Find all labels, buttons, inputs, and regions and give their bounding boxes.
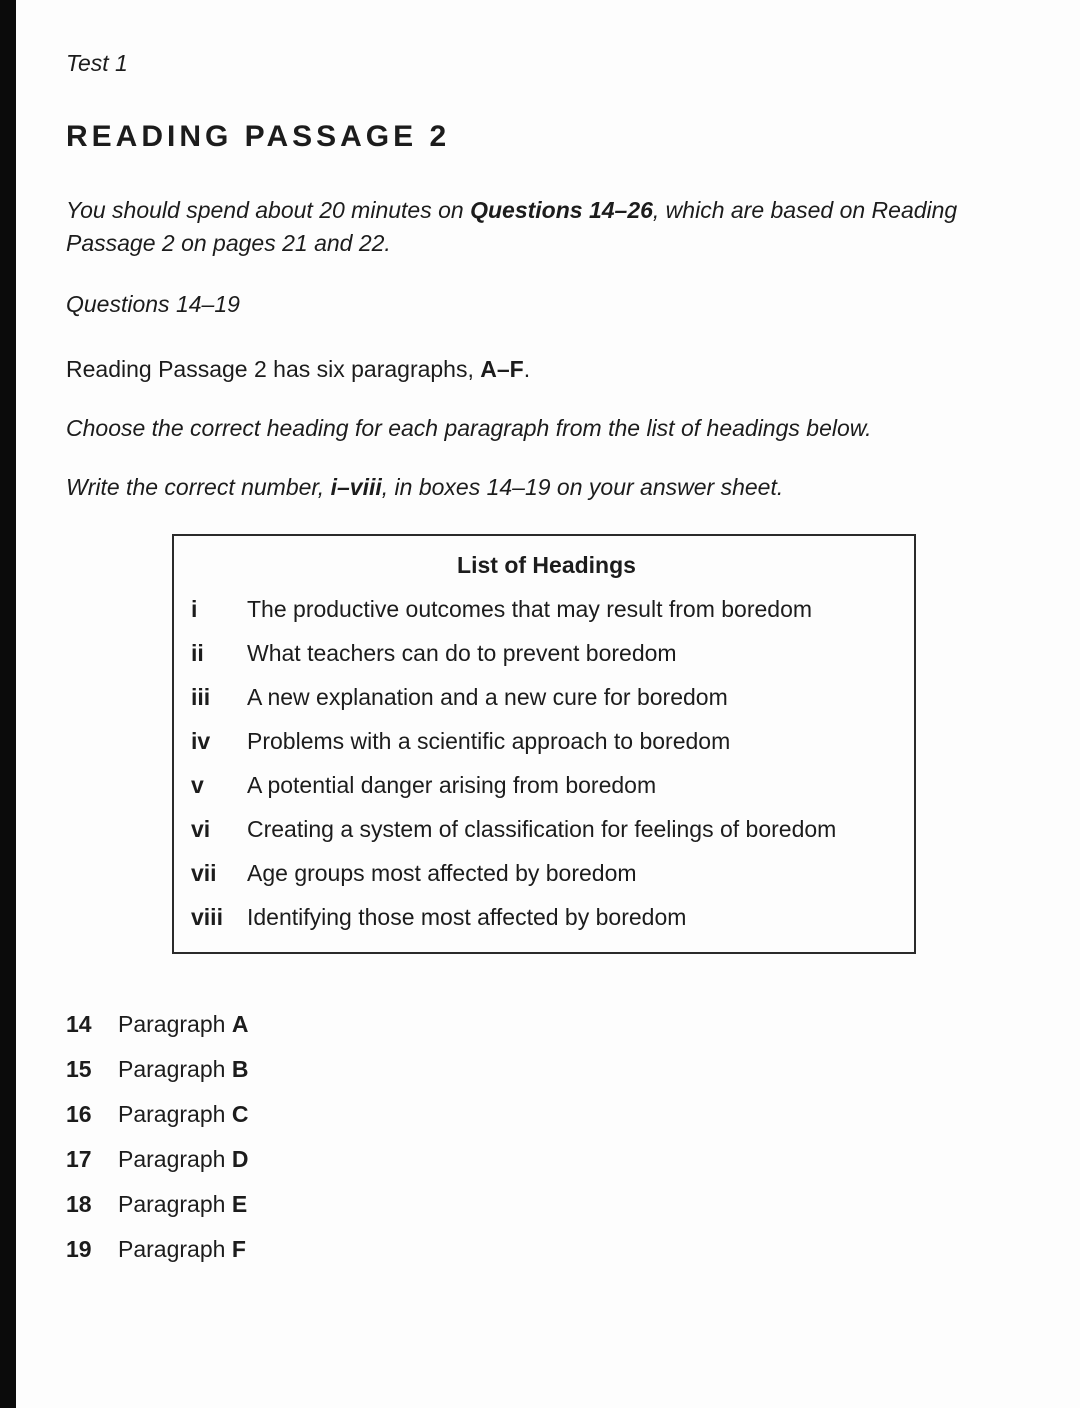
paragraph-word: Paragraph: [118, 1056, 226, 1082]
paragraph-word: Paragraph: [118, 1011, 226, 1037]
heading-item-viii: [191, 905, 902, 930]
question-row-17: [66, 1147, 1016, 1171]
paragraph-letter: C: [231, 1101, 249, 1127]
heading-numeral: iii: [191, 684, 211, 710]
question-row-14: [66, 1012, 1016, 1036]
question-row-16: [66, 1102, 1016, 1126]
heading-item-vii: [191, 861, 902, 886]
write-text-pre: Write the correct number,: [66, 474, 331, 500]
heading-text: A new explanation and a new cure for boredom: [247, 684, 728, 710]
question-label: [118, 1057, 248, 1081]
question-number: 15: [66, 1056, 92, 1082]
heading-item-i: [191, 597, 902, 622]
heading-text: What teachers can do to prevent boredom: [247, 640, 677, 666]
heading-numeral: iv: [191, 728, 211, 754]
heading-numeral: vii: [191, 860, 217, 886]
question-label: [118, 1102, 248, 1126]
paragraph-letter: A: [231, 1011, 249, 1037]
list-of-headings-box: [172, 534, 916, 954]
questions-range-heading: Questions 14–19: [66, 291, 240, 317]
heading-numeral: vi: [191, 816, 211, 842]
question-number: 18: [66, 1191, 92, 1217]
intro-instructions: [66, 194, 1016, 260]
paragraph-letter: B: [231, 1056, 249, 1082]
scan-edge-bar: [0, 0, 16, 1408]
question-number: 14: [66, 1011, 92, 1037]
paragraphs-text-post: .: [523, 356, 531, 382]
paragraphs-letter-range: A–F: [480, 356, 524, 382]
intro-text-post: , which are based on Reading Passage 2 on pages 21 and 22.: [66, 197, 958, 256]
test-label: Test 1: [66, 50, 128, 76]
paragraph-word: Paragraph: [118, 1146, 226, 1172]
paragraphs-text-pre: Reading Passage 2 has six paragraphs,: [66, 356, 481, 382]
list-of-headings-title: List of Headings: [457, 552, 636, 578]
paragraphs-statement: [66, 356, 1016, 382]
heading-text: Identifying those most affected by boredom: [247, 904, 687, 930]
heading-item-iv: [191, 729, 902, 754]
heading-numeral: viii: [191, 904, 223, 930]
heading-text: A potential danger arising from boredom: [247, 772, 657, 798]
paragraph-letter: F: [231, 1236, 246, 1262]
write-numeral-range: i–viii: [330, 474, 382, 500]
heading-text: Problems with a scientific approach to boredom: [247, 728, 731, 754]
paragraph-word: Paragraph: [118, 1191, 226, 1217]
question-row-15: [66, 1057, 1016, 1081]
heading-numeral: v: [191, 772, 204, 798]
intro-text-pre: You should spend about 20 minutes on: [66, 197, 471, 223]
paragraph-letter: E: [231, 1191, 248, 1217]
heading-item-ii: [191, 641, 902, 666]
question-number: 17: [66, 1146, 92, 1172]
question-list: [66, 1012, 1016, 1261]
heading-item-iii: [191, 685, 902, 710]
heading-numeral: ii: [191, 640, 204, 666]
paragraph-letter: D: [231, 1146, 249, 1172]
heading-text: Age groups most affected by boredom: [247, 860, 637, 886]
question-row-19: [66, 1237, 1016, 1261]
question-label: [118, 1192, 247, 1216]
heading-text: The productive outcomes that may result from boredom: [247, 596, 813, 622]
question-label: [118, 1012, 248, 1036]
intro-questions-range: Questions 14–26: [470, 197, 653, 223]
question-label: [118, 1237, 246, 1261]
heading-numeral: i: [191, 596, 198, 622]
choose-instruction: Choose the correct heading for each paragraph from the list of headings below.: [66, 415, 872, 441]
heading-text: Creating a system of classification for feelings of boredom: [247, 816, 837, 842]
question-label: [118, 1147, 248, 1171]
page-title: READING PASSAGE 2: [66, 120, 451, 153]
write-text-post: , in boxes 14–19 on your answer sheet.: [381, 474, 784, 500]
question-number: 16: [66, 1101, 92, 1127]
paragraph-word: Paragraph: [118, 1101, 226, 1127]
write-instruction: [66, 474, 1016, 500]
document-page: [66, 0, 1016, 1282]
heading-item-vi: [191, 817, 902, 842]
heading-item-v: [191, 773, 902, 798]
paragraph-word: Paragraph: [118, 1236, 226, 1262]
question-row-18: [66, 1192, 1016, 1216]
question-number: 19: [66, 1236, 92, 1262]
